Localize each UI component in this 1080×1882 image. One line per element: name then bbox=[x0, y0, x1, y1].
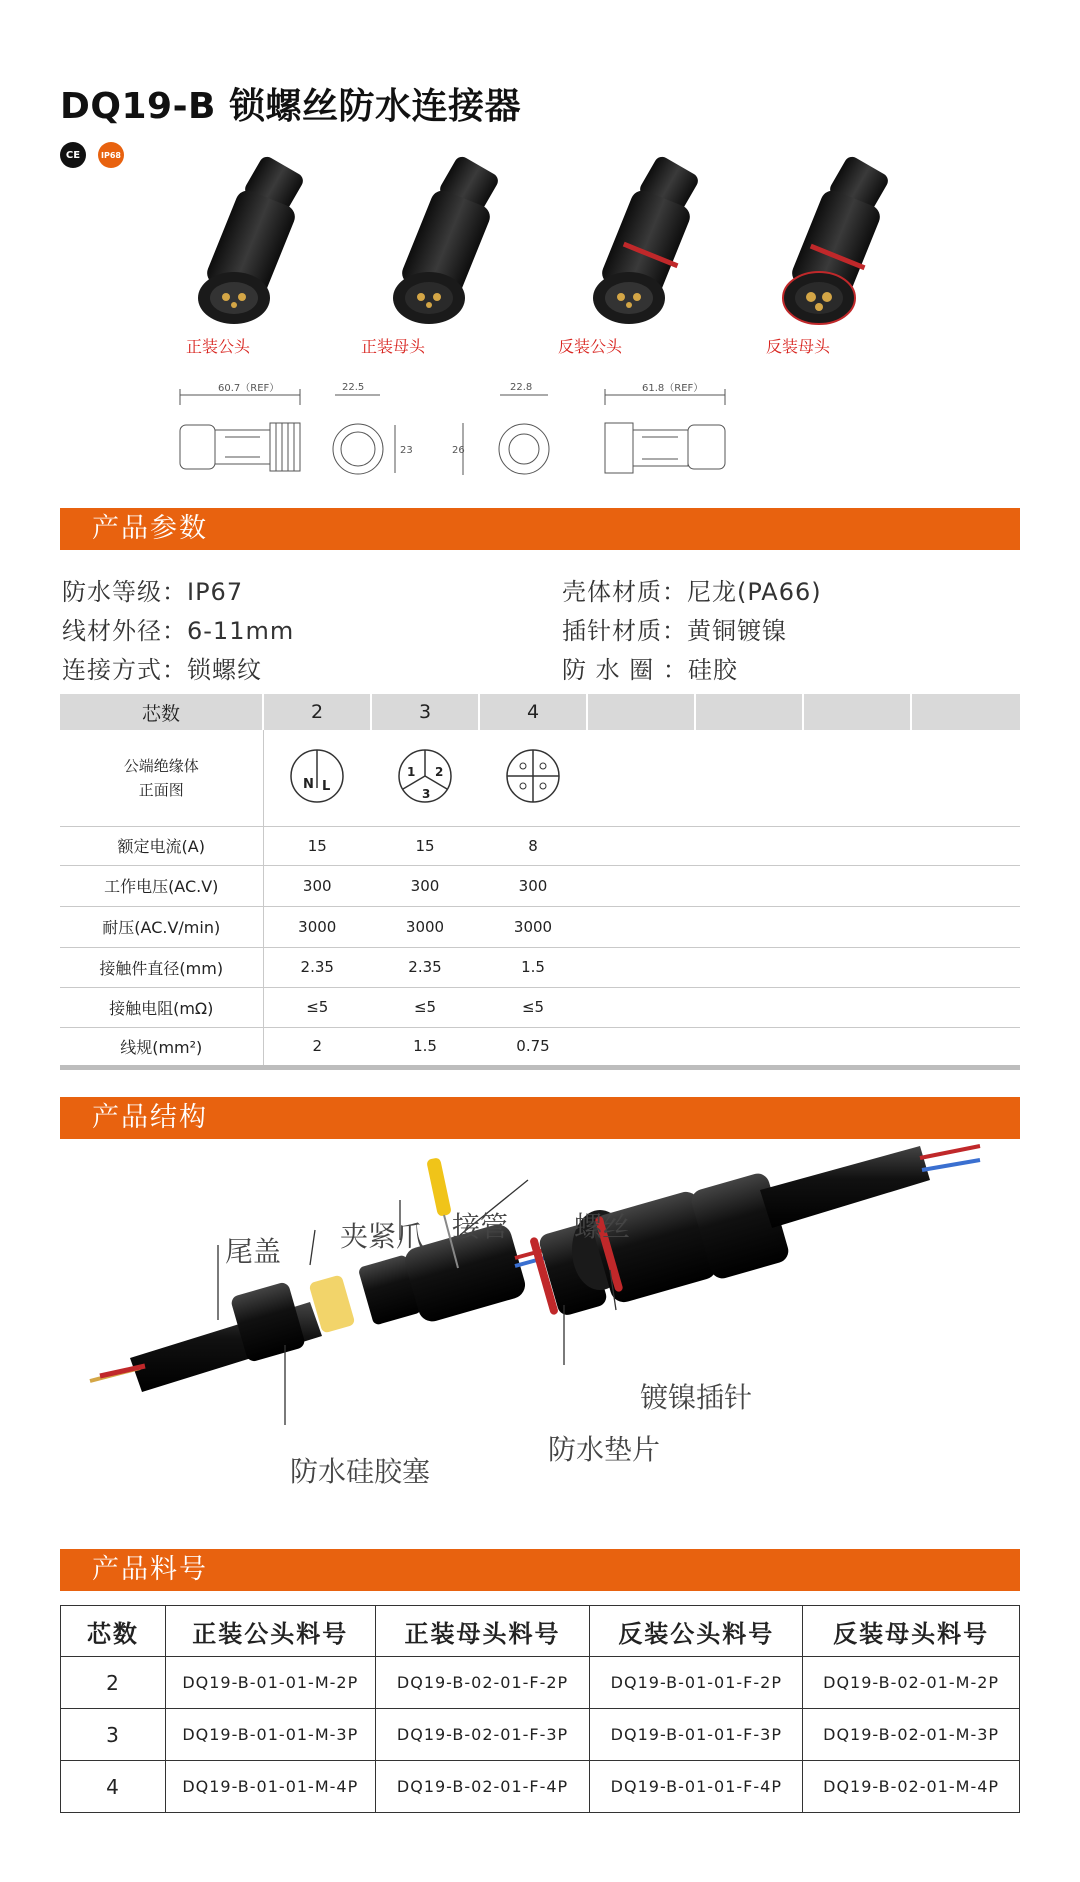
spec-core-4: 4 bbox=[479, 694, 587, 730]
spec-row-contact-diameter: 接触件直径(mm) 2.35 2.35 1.5 bbox=[60, 947, 1020, 987]
callout-silicone-plug: 防水硅胶塞 bbox=[290, 1455, 431, 1488]
part-number-table bbox=[60, 1605, 1020, 1813]
spec-row-withstand: 耐压(AC.V/min) 3000 3000 3000 bbox=[60, 906, 1020, 947]
face-label-1: 公端绝缘体 bbox=[123, 756, 199, 775]
face-diagram-2pin bbox=[287, 746, 347, 806]
pn-header-male-reverse: 反装公头料号 bbox=[590, 1606, 803, 1657]
callout-tube: 接管 bbox=[452, 1210, 509, 1243]
dim-label-1: 60.7（REF） bbox=[218, 383, 280, 394]
technical-drawings bbox=[150, 375, 930, 490]
param-pin-material: 插针材质：黄铜镀镍 bbox=[562, 617, 787, 645]
product-photos bbox=[150, 155, 930, 330]
spec-header-label: 芯数 bbox=[60, 694, 263, 730]
pn-header-row bbox=[61, 1606, 1020, 1657]
section-title-part-numbers: 产品料号 bbox=[60, 1549, 1020, 1591]
ip68-mark: IP68 bbox=[101, 150, 121, 160]
page-title: DQ19-B 锁螺丝防水连接器 bbox=[60, 86, 521, 127]
dim-label-4: 61.8（REF） bbox=[642, 383, 704, 394]
spec-row-resistance: 接触电阻(mΩ) ≤5 ≤5 ≤5 bbox=[60, 987, 1020, 1027]
face-3-1: 1 bbox=[407, 764, 416, 779]
callout-tail-cap: 尾盖 bbox=[225, 1235, 282, 1268]
drawing-male-front bbox=[463, 395, 549, 475]
ce-badge bbox=[60, 142, 86, 168]
pn-header-female-reverse: 反装母头料号 bbox=[803, 1606, 1020, 1657]
pn-header-female-front: 正装母头料号 bbox=[375, 1606, 590, 1657]
pn-row-2: 2 DQ19-B-01-01-M-2P DQ19-B-02-01-F-2P DQ19-B-01-01-F-2P DQ19-B-02-01-M-2P bbox=[61, 1657, 1020, 1709]
callout-nickel-pin: 镀镍插针 bbox=[640, 1381, 753, 1414]
drawing-female-front bbox=[333, 395, 395, 474]
product-label-female-front: 正装母头 bbox=[360, 337, 425, 356]
face-3-3: 3 bbox=[422, 786, 431, 801]
face-2-n: N bbox=[303, 776, 315, 792]
product-female-reverse bbox=[783, 155, 891, 324]
spec-face-row bbox=[60, 730, 1020, 826]
spec-core-3: 3 bbox=[371, 694, 479, 730]
spec-row-current: 额定电流(A) 15 15 8 bbox=[60, 826, 1020, 865]
spec-row-wire-gauge: 线规(mm²) 2 1.5 0.75 bbox=[60, 1027, 1020, 1067]
product-male-front bbox=[198, 155, 306, 324]
pn-header-cores: 芯数 bbox=[61, 1606, 166, 1657]
section-title-structure: 产品结构 bbox=[60, 1097, 1020, 1139]
product-male-reverse bbox=[593, 155, 701, 324]
param-cable-diameter: 线材外径：6-11mm bbox=[62, 617, 295, 645]
product-label-male-front: 正装公头 bbox=[185, 337, 250, 356]
callout-screw: 螺丝 bbox=[574, 1210, 631, 1243]
pn-row-4: 4 DQ19-B-01-01-M-4P DQ19-B-02-01-F-4P DQ19-B-01-01-F-4P DQ19-B-02-01-M-4P bbox=[61, 1761, 1020, 1813]
param-housing: 壳体材质：尼龙(PA66) bbox=[562, 578, 822, 606]
pn-header-male-front: 正装公头料号 bbox=[165, 1606, 375, 1657]
param-waterproof: 防水等级：IP67 bbox=[62, 578, 244, 606]
dim-label-2w: 22.5 bbox=[342, 382, 365, 393]
spec-table bbox=[60, 694, 1020, 1070]
callout-gasket: 防水垫片 bbox=[548, 1433, 661, 1466]
dim-label-2h: 23 bbox=[400, 445, 413, 456]
spec-row-voltage: 工作电压(AC.V) 300 300 300 bbox=[60, 865, 1020, 906]
ce-mark: CE bbox=[65, 149, 81, 161]
dim-label-3h: 26 bbox=[452, 445, 465, 456]
face-diagram-4pin bbox=[503, 746, 563, 806]
pn-row-3: 3 DQ19-B-01-01-M-3P DQ19-B-02-01-F-3P DQ19-B-01-01-F-3P DQ19-B-02-01-M-3P bbox=[61, 1709, 1020, 1761]
callout-clamp: 夹紧爪 bbox=[340, 1220, 425, 1253]
dim-label-3w: 22.8 bbox=[510, 382, 533, 393]
face-3-2: 2 bbox=[435, 764, 444, 779]
drawing-male-side bbox=[180, 389, 300, 471]
face-diagram-3pin bbox=[395, 746, 455, 806]
face-label-2: 正面图 bbox=[138, 780, 184, 799]
param-seal: 防 水 圈 ：硅胶 bbox=[562, 656, 738, 684]
product-label-female-reverse: 反装母头 bbox=[765, 337, 830, 356]
face-2-l: L bbox=[322, 778, 331, 794]
param-connection: 连接方式：锁螺纹 bbox=[62, 656, 262, 684]
spec-header-row bbox=[60, 694, 1020, 730]
spec-core-2: 2 bbox=[263, 694, 371, 730]
product-female-front bbox=[393, 155, 501, 324]
structure-exploded-view bbox=[60, 1140, 1020, 1500]
section-title-params: 产品参数 bbox=[60, 508, 1020, 550]
drawing-female-side bbox=[605, 389, 725, 473]
product-label-male-reverse: 反装公头 bbox=[557, 337, 622, 356]
ip68-badge bbox=[98, 142, 124, 168]
